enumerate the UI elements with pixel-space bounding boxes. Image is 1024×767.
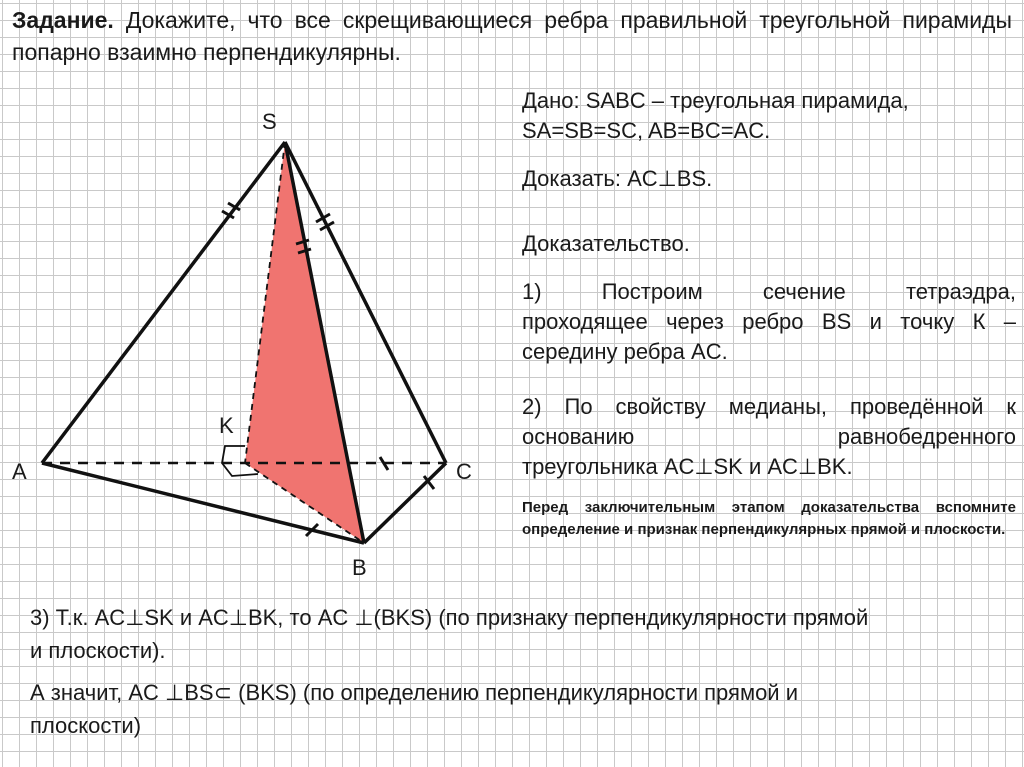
edge-bc (364, 463, 446, 543)
prove-statement: Доказать: AC⊥BS. (522, 166, 713, 191)
edge-sa (42, 142, 285, 463)
task-heading: Задание. (12, 7, 114, 33)
step-2-line-2: основанию равнобедренного (522, 424, 1016, 449)
conclusion-line-2: плоскости) (30, 713, 142, 738)
task-text: Докажите, что все скрещивающиеся ребра правильной треугольной пирамиды попарно взаимно перпендикулярны. (12, 7, 1012, 65)
label-b: B (352, 555, 367, 580)
step-3-line-1: 3) Т.к. AC⊥SK и AC⊥BK, то AC ⊥(BKS) (по признаку перпендикулярности прямой (30, 605, 869, 630)
step-2-line-1: 2) По свойству медианы, проведённой к (522, 394, 1016, 419)
step-3-line-2: и плоскости). (30, 638, 166, 663)
label-c: C (456, 459, 472, 484)
step-2-line-3: треугольника AC⊥SK и AC⊥BK. (522, 454, 853, 479)
step-1 (522, 277, 1016, 367)
given-line-2: SA=SB=SC, AB=BC=AC. (522, 118, 771, 143)
label-a: A (12, 459, 27, 484)
step-1-line-1: 1) Построим сечение тетраэдра, (522, 279, 1016, 304)
step-1-line-3: середину ребра AC. (522, 339, 728, 364)
section-bks (245, 142, 364, 543)
label-k: K (219, 413, 234, 438)
given-line-1: Дано: SABC – треугольная пирамида, (522, 88, 909, 113)
step-3 (30, 601, 1010, 667)
proof-title: Доказательство. (522, 231, 690, 256)
label-s: S (262, 109, 277, 134)
conclusion (30, 676, 1010, 742)
reminder-note: Перед заключительным этапом доказательства вспомните определение и признак перпендикулярных прямой и плоскости. (522, 499, 1016, 538)
given-block (522, 86, 1016, 146)
step-2 (522, 392, 1016, 482)
conclusion-line-1: А значит, AC ⊥BS⊂ (BKS) (по определению перпендикулярности прямой и (30, 680, 799, 705)
step-1-line-2: проходящее через ребро BS и точку К – (522, 309, 1016, 334)
